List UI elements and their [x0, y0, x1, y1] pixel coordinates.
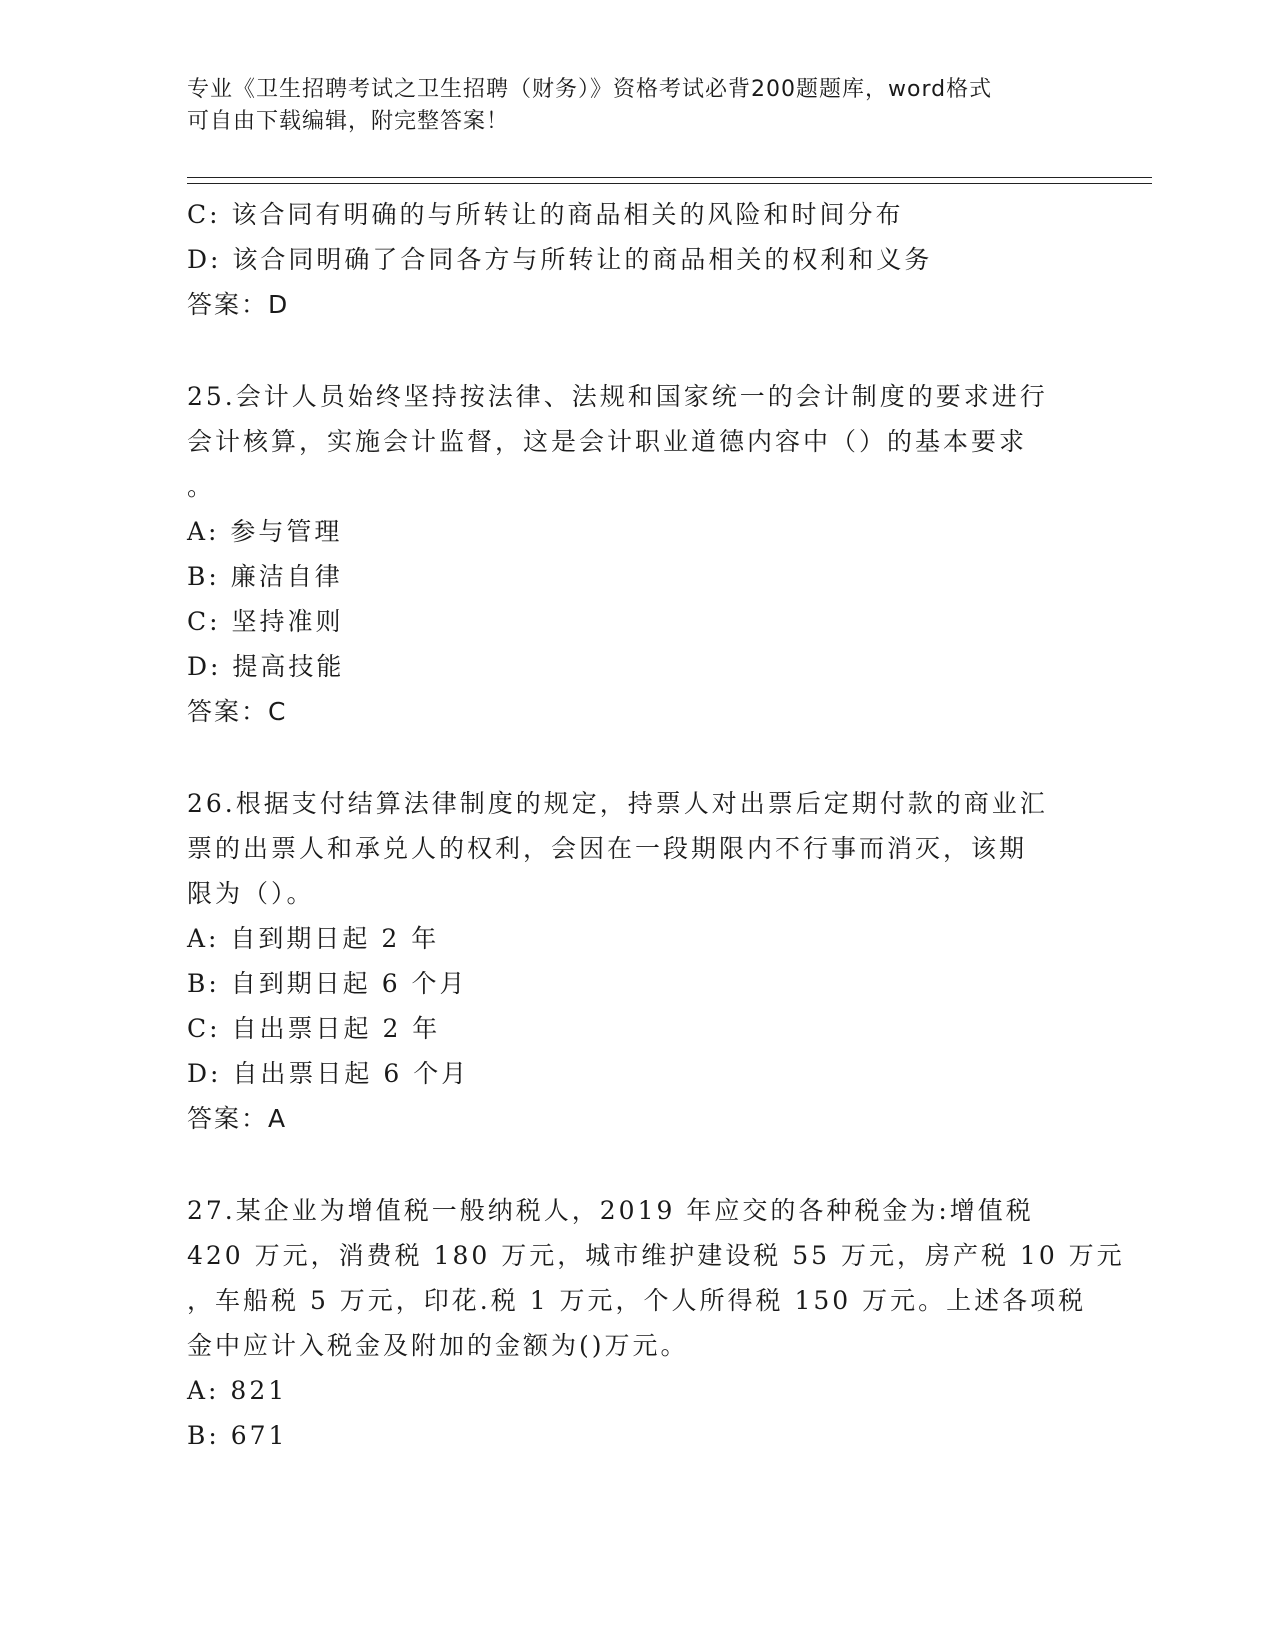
question-stem: 会计核算，实施会计监督，这是会计职业道德内容中（）的基本要求 — [187, 427, 1028, 456]
option-d: D: 自出票日起 6 个月 — [187, 1059, 470, 1088]
option-b: B: 671 — [187, 1421, 288, 1450]
answer: 答案：A — [187, 1104, 288, 1133]
spacer — [187, 734, 1087, 781]
option-b: B: 廉洁自律 — [187, 562, 343, 591]
question-26 — [187, 781, 1087, 1141]
answer: 答案：C — [187, 697, 288, 726]
option-d: D: 提高技能 — [187, 652, 345, 681]
question-stem: ，车船税 5 万元，印花.税 1 万元，个人所得税 150 万元。上述各项税 — [187, 1286, 1087, 1315]
spacer — [187, 1141, 1087, 1188]
option-c: C: 该合同有明确的与所转让的商品相关的风险和时间分布 — [187, 200, 904, 229]
option-c: C: 自出票日起 2 年 — [187, 1014, 441, 1043]
question-stem: 27.某企业为增值税一般纳税人，2019 年应交的各种税金为:增值税 — [187, 1196, 1034, 1225]
header-line-2: 可自由下载编辑，附完整答案！ — [187, 109, 510, 134]
question-stem: 420 万元，消费税 180 万元，城市维护建设税 55 万元，房产税 10 万元 — [187, 1241, 1125, 1270]
question-stem: 25.会计人员始终坚持按法律、法规和国家统一的会计制度的要求进行 — [187, 382, 1048, 411]
question-stem: 26.根据支付结算法律制度的规定，持票人对出票后定期付款的商业汇 — [187, 789, 1048, 818]
question-stem: 。 — [187, 472, 216, 501]
question-stem: 金中应计入税金及附加的金额为()万元。 — [187, 1331, 689, 1360]
question-27 — [187, 1188, 1125, 1458]
spacer — [187, 327, 1087, 374]
page-header — [187, 74, 1087, 138]
document-body — [187, 192, 1125, 1458]
option-c: C: 坚持准则 — [187, 607, 344, 636]
option-b: B: 自到期日起 6 个月 — [187, 969, 468, 998]
option-d: D: 该合同明确了合同各方与所转让的商品相关的权利和义务 — [187, 245, 933, 274]
question-stem: 限为（）。 — [187, 879, 315, 908]
option-a: A: 参与管理 — [187, 517, 343, 546]
header-line-1: 专业《卫生招聘考试之卫生招聘（财务）》资格考试必背200题题库，word格式 — [187, 77, 993, 102]
option-a: A: 821 — [187, 1376, 288, 1405]
question-stem: 票的出票人和承兑人的权利，会因在一段期限内不行事而消灭，该期 — [187, 834, 1028, 863]
question-24-tail — [187, 192, 1087, 327]
header-divider — [187, 177, 1152, 184]
answer: 答案：D — [187, 290, 290, 319]
option-a: A: 自到期日起 2 年 — [187, 924, 440, 953]
question-25 — [187, 374, 1087, 734]
